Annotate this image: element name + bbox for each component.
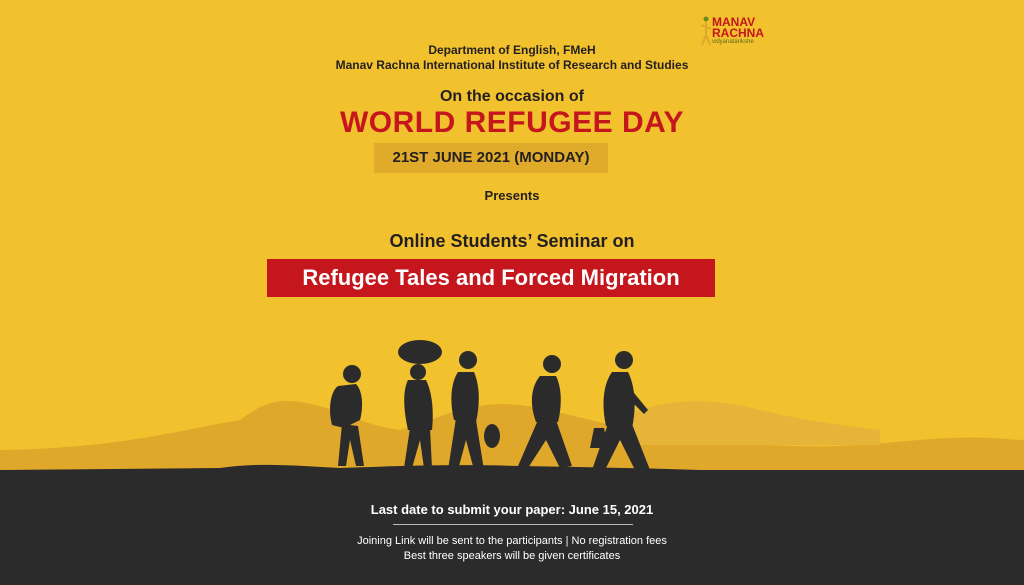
logo-tagline: vidyanatarikshe (712, 39, 754, 45)
joining-note: Joining Link will be sent to the participants | No registration fees (357, 535, 667, 547)
seminar-topic-banner: Refugee Tales and Forced Migration (267, 259, 715, 297)
divider (393, 524, 633, 525)
far-hills (610, 401, 880, 445)
presents-text: Presents (484, 188, 540, 203)
event-date: 21ST JUNE 2021 (MONDAY) (374, 143, 608, 173)
footer-band (0, 470, 1024, 585)
department-name: Department of English, FMeH (428, 43, 596, 57)
submission-deadline: Last date to submit your paper: June 15, 2021 (370, 502, 654, 517)
certificate-note: Best three speakers will be given certificates (403, 550, 621, 562)
occasion-text: On the occasion of (439, 88, 584, 105)
logo-text-line1: MANAV (712, 15, 756, 29)
institute-name: Manav Rachna International Institute of Research and Studies (335, 58, 689, 72)
logo-text-line2: RACHNA (712, 26, 764, 40)
seminar-heading: Online Students’ Seminar on (389, 231, 635, 251)
event-title: WORLD REFUGEE DAY (339, 106, 685, 139)
